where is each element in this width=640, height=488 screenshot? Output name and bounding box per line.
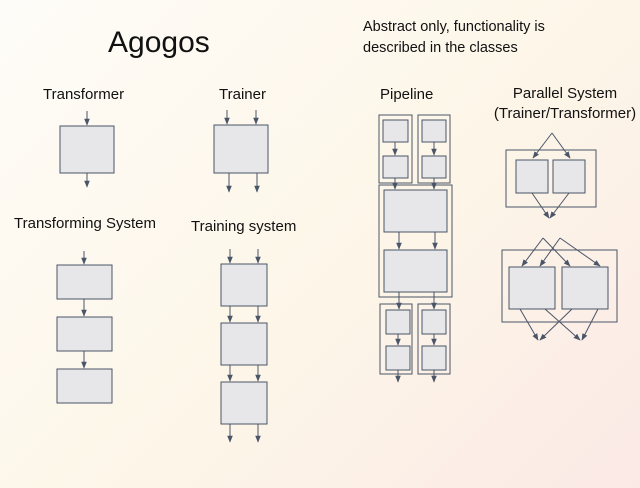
abstract-note-line-1: Abstract only, functionality is xyxy=(363,19,545,35)
ps1-input-arrow-left xyxy=(533,133,552,158)
transformer-diagram xyxy=(60,111,114,187)
transformer-box xyxy=(60,126,114,173)
ps1-output-arrow-left xyxy=(532,193,549,218)
ps1-box-left xyxy=(516,160,548,193)
ps2-output-a1 xyxy=(520,309,538,340)
page-title: Agogos xyxy=(108,26,210,59)
pipeline-middle-box-2 xyxy=(384,250,447,292)
ts-box-2 xyxy=(57,317,112,351)
parallel-system-transformer-diagram xyxy=(506,133,596,218)
pipeline-top-left-box-1 xyxy=(383,120,408,142)
label-parallel-system-line-2: (Trainer/Transformer) xyxy=(493,105,637,122)
abstract-note-line-2: described in the classes xyxy=(363,40,518,56)
pipeline-middle-box-1 xyxy=(384,190,447,232)
ps1-output-arrow-right xyxy=(550,193,569,218)
ps1-box-right xyxy=(553,160,585,193)
label-training-system: Training system xyxy=(191,218,297,235)
ts-box-1 xyxy=(57,265,112,299)
pipeline-bottom-left-box-2 xyxy=(386,346,410,370)
parallel-system-trainer-diagram xyxy=(502,238,617,340)
ps2-input-a1 xyxy=(522,238,543,266)
trainer-box xyxy=(214,125,268,173)
label-parallel-system-line-1: Parallel System xyxy=(512,85,618,102)
pipeline-bottom-right-box-1 xyxy=(422,310,446,334)
ps1-input-arrow-right xyxy=(552,133,570,158)
ps2-output-b1 xyxy=(540,309,572,340)
ps2-box-left xyxy=(509,267,555,309)
ts-box-3 xyxy=(57,369,112,403)
trs-box-3 xyxy=(221,382,267,424)
pipeline-diagram xyxy=(379,115,452,382)
transforming-system-diagram xyxy=(57,251,112,403)
trainer-diagram xyxy=(214,110,268,192)
pipeline-top-right-box-2 xyxy=(422,156,446,178)
pipeline-top-left-box-2 xyxy=(383,156,408,178)
label-transformer: Transformer xyxy=(43,86,125,103)
trs-box-2 xyxy=(221,323,267,365)
ps2-output-b2 xyxy=(582,309,598,340)
pipeline-top-right-box-1 xyxy=(422,120,446,142)
pipeline-bottom-left-box-1 xyxy=(386,310,410,334)
label-transforming-system: Transforming System xyxy=(14,215,156,232)
label-pipeline: Pipeline xyxy=(380,86,434,103)
ps2-output-a2 xyxy=(545,309,580,340)
label-trainer: Trainer xyxy=(219,86,266,103)
pipeline-bottom-right-box-2 xyxy=(422,346,446,370)
trs-box-1 xyxy=(221,264,267,306)
training-system-diagram xyxy=(221,249,267,442)
ps2-box-right xyxy=(562,267,608,309)
